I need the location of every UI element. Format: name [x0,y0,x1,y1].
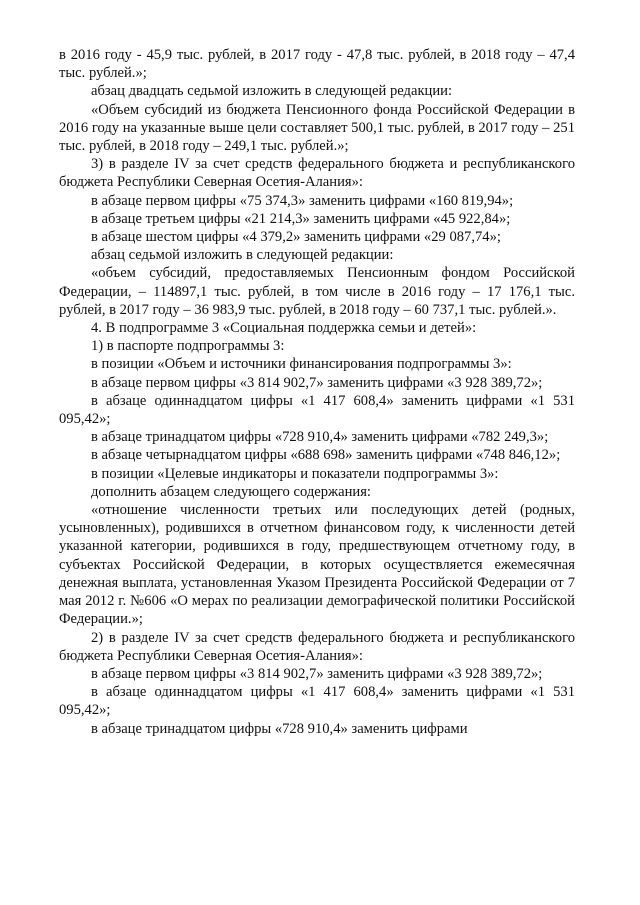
paragraph: «Объем субсидий из бюджета Пенсионного фонда Российской Федерации в 2016 году на указанные выше цели составляет 500,1 тыс. рублей, в 2017 году – 251 тыс. рублей, в 2018 году – 249,1 тыс. рублей.»; [59,101,575,155]
paragraph: в позиции «Целевые индикаторы и показатели подпрограммы 3»: [91,465,499,482]
paragraph: «объем субсидий, предоставляемых Пенсионным фондом Российской Федерации, – 114897,1 тыс. рублей, в том числе в 2016 году – 17 176,1 тыс. рублей, в 2017 году – 36 983,9 тыс. рублей, в 2018 году – 60 737,1 тыс. рублей.». [59,265,575,318]
paragraph: в 2016 году - 45,9 тыс. рублей, в 2017 году - 47,8 тыс. рублей, в 2018 году – 47,4 тыс. рублей.»; [59,47,575,82]
paragraph: 3) в разделе IV за счет средств федерального бюджета и республиканского бюджета Республики Северная Осетия-Алания»: [59,156,575,191]
paragraph: абзац седьмой изложить в следующей редакции: [91,247,394,264]
paragraph: абзац двадцать седьмой изложить в следующей редакции: [91,83,453,100]
paragraph: 4. В подпрограмме 3 «Социальная поддержка семьи и детей»: [91,320,477,337]
paragraph: 1) в паспорте подпрограммы 3: [91,338,285,355]
paragraph: в абзаце тринадцатом цифры «728 910,4» заменить цифрами [91,720,468,737]
paragraph: в абзаце первом цифры «3 814 902,7» заменить цифрами «3 928 389,72»; [91,665,543,682]
document-page [59,46,575,738]
paragraph: в абзаце шестом цифры «4 379,2» заменить цифрами «29 087,74»; [91,229,501,246]
paragraph: в абзаце четырнадцатом цифры «688 698» заменить цифрами «748 846,12»; [91,447,561,464]
paragraph: в абзаце первом цифры «75 374,3» заменить цифрами «160 819,94»; [91,192,514,209]
paragraph: в абзаце третьем цифры «21 214,3» заменить цифрами «45 922,84»; [91,210,511,227]
paragraph: в абзаце одиннадцатом цифры «1 417 608,4» заменить цифрами «1 531 095,42»; [59,392,575,428]
paragraph: 2) в разделе IV за счет средств федерального бюджета и республиканского бюджета Республики Северная Осетия-Алания»: [59,629,575,664]
paragraph: в абзаце тринадцатом цифры «728 910,4» заменить цифрами «782 249,3»; [91,429,549,446]
paragraph: в абзаце первом цифры «3 814 902,7» заменить цифрами «3 928 389,72»; [91,374,543,391]
paragraph: в позиции «Объем и источники финансирования подпрограммы 3»: [91,356,512,373]
paragraph: в абзаце одиннадцатом цифры «1 417 608,4» заменить цифрами «1 531 095,42»; [59,684,575,719]
paragraph: дополнить абзацем следующего содержания: [91,483,371,500]
paragraph: «отношение численности третьих или последующих детей (родных, усыновленных), родившихся в отчетном финансовом году, к численности детей указанной категории, родившихся в году, предшествующем отчетному году, в субъектах Российской Федерации, в которых осуществляется ежемесячная денежная выплата, установленная Указом Президента Российской Федерации от 7 мая 2012 г. №606 «О мерах по реализации демографической политики Российской Федерации.»; [59,502,575,628]
